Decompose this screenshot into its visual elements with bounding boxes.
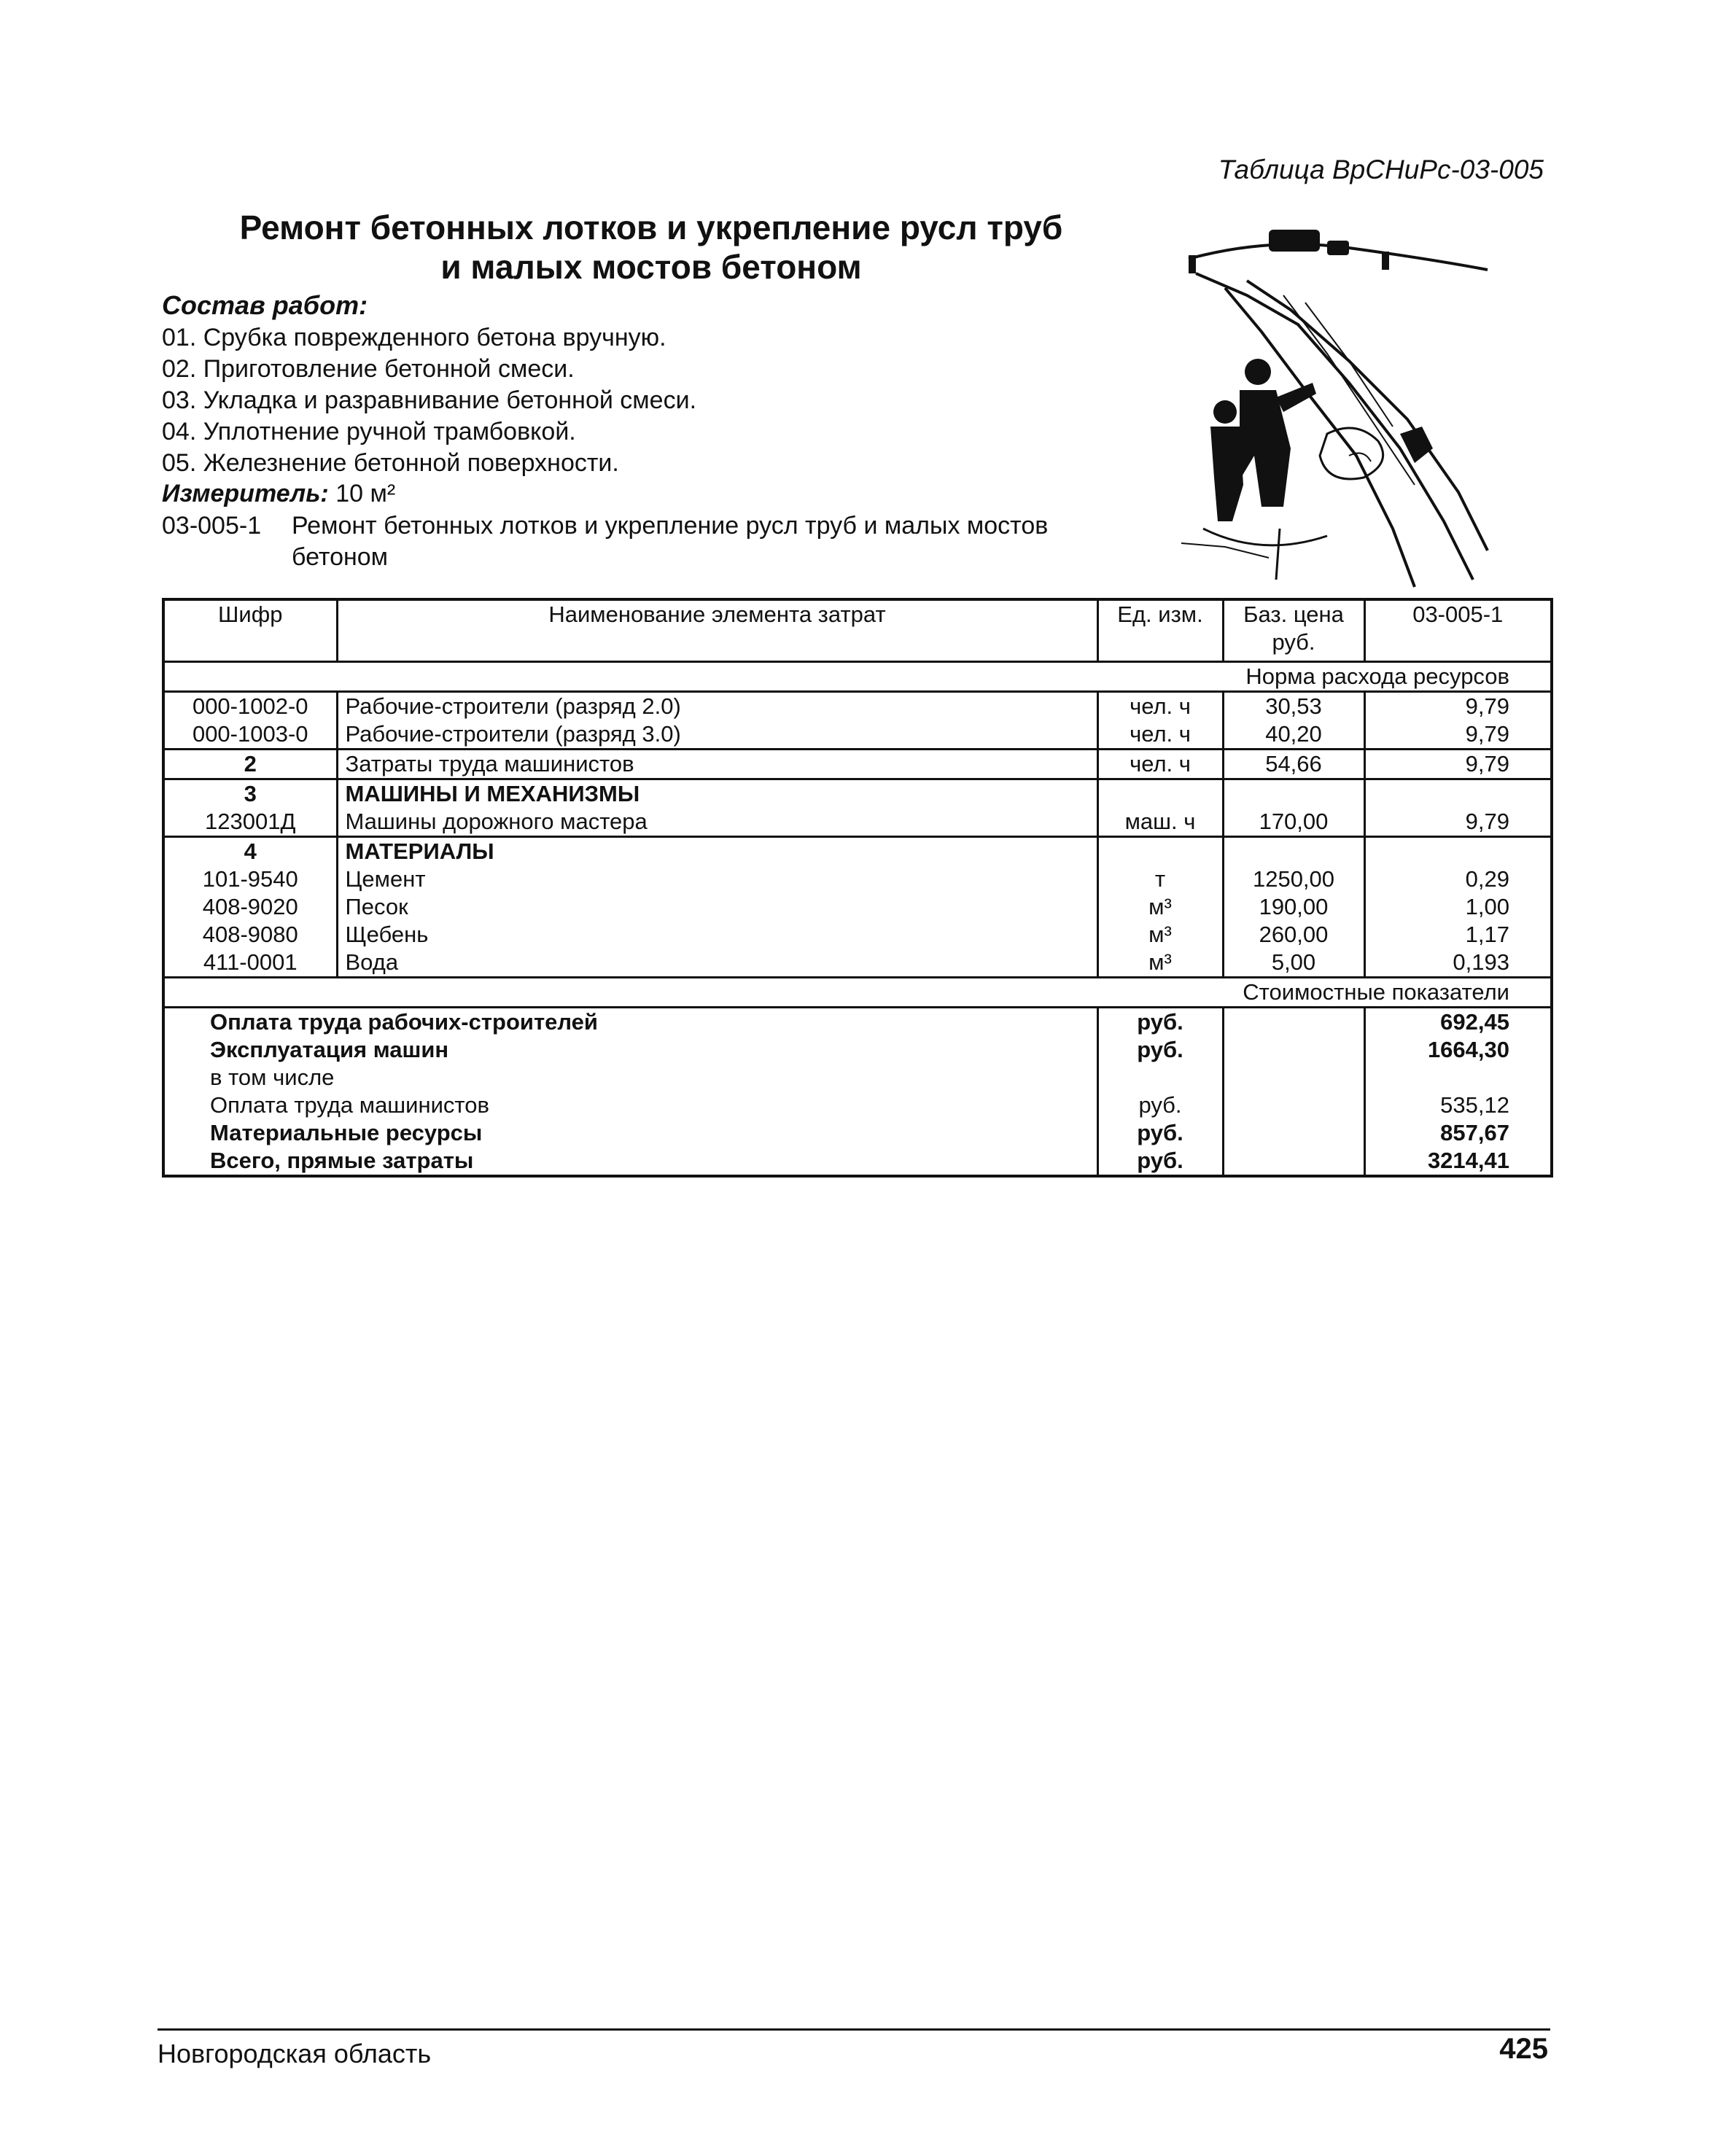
cost-section-row — [163, 978, 1552, 1008]
cell-value: 0,193 — [1453, 949, 1509, 975]
title-line-2: и малых мостов бетоном — [440, 248, 862, 286]
summary-value: 1664,30 — [1427, 1037, 1509, 1062]
work-item: 01. Срубка поврежденного бетона вручную. — [162, 324, 666, 351]
cell-name: Рабочие-строители (разряд 2.0) — [337, 692, 1097, 721]
column-header: Баз. цена руб. — [1223, 599, 1364, 662]
table-row — [163, 720, 1552, 750]
cell-value: 9,79 — [1364, 808, 1552, 837]
cell-unit — [1097, 779, 1223, 809]
cell-value: 0,29 — [1465, 866, 1509, 892]
column-header: Шифр — [163, 599, 337, 662]
cell-name: Затраты труда машинистов — [337, 750, 1097, 779]
column-header: Наименование элемента затрат — [337, 599, 1097, 662]
cell-price: 170,00 — [1223, 808, 1364, 837]
workers-illustration — [1181, 215, 1495, 594]
summary-name: Материальные ресурсы — [163, 1119, 1097, 1147]
table-row — [163, 949, 1552, 978]
page-title — [166, 208, 1136, 287]
summary-row — [163, 1064, 1552, 1091]
cell-code: 000-1002-0 — [163, 692, 337, 721]
summary-row — [163, 1091, 1552, 1119]
summary-unit — [1097, 1064, 1223, 1091]
footer-divider — [158, 2028, 1550, 2031]
cell-value — [1364, 779, 1552, 809]
summary-price — [1223, 1091, 1364, 1119]
title-line-1: Ремонт бетонных лотков и укрепление русл труб — [239, 209, 1063, 246]
summary-price — [1223, 1119, 1364, 1147]
resource-table — [162, 598, 1553, 1178]
table-row — [163, 893, 1552, 921]
meter-label: Измеритель: — [162, 480, 329, 507]
summary-price — [1223, 1064, 1364, 1091]
summary-unit: руб. — [1097, 1119, 1223, 1147]
work-item: 05. Железнение бетонной поверхности. — [162, 449, 619, 477]
summary-value: 535,12 — [1440, 1092, 1509, 1118]
cell-code: 408-9080 — [163, 921, 337, 949]
work-item: 02. Приготовление бетонной смеси. — [162, 355, 575, 383]
resource-table-wrap — [162, 598, 1550, 1178]
cell-code: 000-1003-0 — [163, 720, 337, 750]
column-header: Ед. изм. — [1097, 599, 1223, 662]
norm-code: 03-005-1 — [162, 512, 262, 540]
summary-unit: руб. — [1097, 1008, 1223, 1037]
cell-value: 9,79 — [1364, 750, 1552, 779]
meter-value: 10 м² — [335, 480, 396, 507]
table-row — [163, 692, 1552, 721]
cell-unit: м³ — [1097, 949, 1223, 978]
norm-code-line — [162, 510, 1139, 573]
cell-name: МАШИНЫ И МЕХАНИЗМЫ — [337, 779, 1097, 809]
cell-price: 260,00 — [1223, 921, 1364, 949]
cell-price: 54,66 — [1223, 750, 1364, 779]
summary-value: 692,45 — [1440, 1009, 1509, 1035]
summary-row — [163, 1147, 1552, 1176]
cell-name: Вода — [337, 949, 1097, 978]
cell-value: 9,79 — [1364, 720, 1552, 750]
work-composition-heading: Состав работ: — [162, 290, 368, 320]
summary-row — [163, 1119, 1552, 1147]
cell-value: 1,00 — [1465, 894, 1509, 919]
summary-price — [1223, 1147, 1364, 1176]
table-row — [163, 779, 1552, 809]
work-list — [162, 322, 696, 479]
norm-section-row — [163, 662, 1552, 692]
table-row — [163, 808, 1552, 837]
summary-unit: руб. — [1097, 1036, 1223, 1064]
summary-price — [1223, 1036, 1364, 1064]
cell-price: 30,53 — [1223, 692, 1364, 721]
cell-value: 1,17 — [1465, 922, 1509, 947]
summary-row — [163, 1036, 1552, 1064]
cell-price — [1223, 837, 1364, 866]
cell-unit: чел. ч — [1097, 720, 1223, 750]
cell-code: 2 — [163, 750, 337, 779]
summary-unit: руб. — [1097, 1147, 1223, 1176]
footer-region: Новгородская область — [158, 2039, 432, 2069]
cell-code: 123001Д — [163, 808, 337, 837]
cell-price: 190,00 — [1223, 893, 1364, 921]
table-header-row — [163, 599, 1552, 662]
cell-price: 40,20 — [1223, 720, 1364, 750]
summary-value: 857,67 — [1440, 1120, 1509, 1145]
summary-value: 3214,41 — [1427, 1148, 1509, 1173]
cell-name: МАТЕРИАЛЫ — [337, 837, 1097, 866]
norm-code-description: Ремонт бетонных лотков и укрепление русл труб и малых мостов бетоном — [292, 512, 1049, 571]
summary-name: Всего, прямые затраты — [163, 1147, 1097, 1176]
cell-unit: м³ — [1097, 921, 1223, 949]
summary-row — [163, 1008, 1552, 1037]
summary-price — [1223, 1008, 1364, 1037]
norm-section-label: Норма расхода ресурсов — [163, 662, 1552, 692]
column-header: 03-005-1 — [1364, 599, 1552, 662]
cell-unit: чел. ч — [1097, 692, 1223, 721]
cell-name: Щебень — [337, 921, 1097, 949]
cell-name: Песок — [337, 893, 1097, 921]
cell-value — [1364, 837, 1552, 866]
table-row — [163, 750, 1552, 779]
table-row — [163, 865, 1552, 893]
cell-name: Машины дорожного мастера — [337, 808, 1097, 837]
meter-line — [162, 480, 395, 508]
table-caption: Таблица ВрСНиРс-03-005 — [1218, 155, 1544, 184]
cell-name: Цемент — [337, 865, 1097, 893]
cell-name: Рабочие-строители (разряд 3.0) — [337, 720, 1097, 750]
cell-code: 411-0001 — [163, 949, 337, 978]
cost-section-label: Стоимостные показатели — [163, 978, 1552, 1008]
cell-unit: т — [1097, 865, 1223, 893]
page-number: 425 — [1499, 2033, 1548, 2065]
cell-unit: чел. ч — [1097, 750, 1223, 779]
work-item: 03. Укладка и разравнивание бетонной смеси. — [162, 386, 697, 414]
table-row — [163, 921, 1552, 949]
cell-code: 101-9540 — [163, 865, 337, 893]
summary-unit: руб. — [1097, 1091, 1223, 1119]
summary-name: Оплата труда машинистов — [163, 1091, 1097, 1119]
cell-code: 4 — [163, 837, 337, 866]
summary-name: Эксплуатация машин — [163, 1036, 1097, 1064]
table-row — [163, 837, 1552, 866]
summary-name: в том числе — [163, 1064, 1097, 1091]
cell-unit: маш. ч — [1097, 808, 1223, 837]
cell-price: 1250,00 — [1223, 865, 1364, 893]
cell-unit: м³ — [1097, 893, 1223, 921]
summary-name: Оплата труда рабочих-строителей — [163, 1008, 1097, 1037]
cell-code: 3 — [163, 779, 337, 809]
cell-price — [1223, 779, 1364, 809]
cell-price: 5,00 — [1223, 949, 1364, 978]
summary-value — [1364, 1064, 1552, 1091]
work-item: 04. Уплотнение ручной трамбовкой. — [162, 418, 576, 445]
cell-unit — [1097, 837, 1223, 866]
cell-code: 408-9020 — [163, 893, 337, 921]
cell-value: 9,79 — [1465, 693, 1509, 719]
